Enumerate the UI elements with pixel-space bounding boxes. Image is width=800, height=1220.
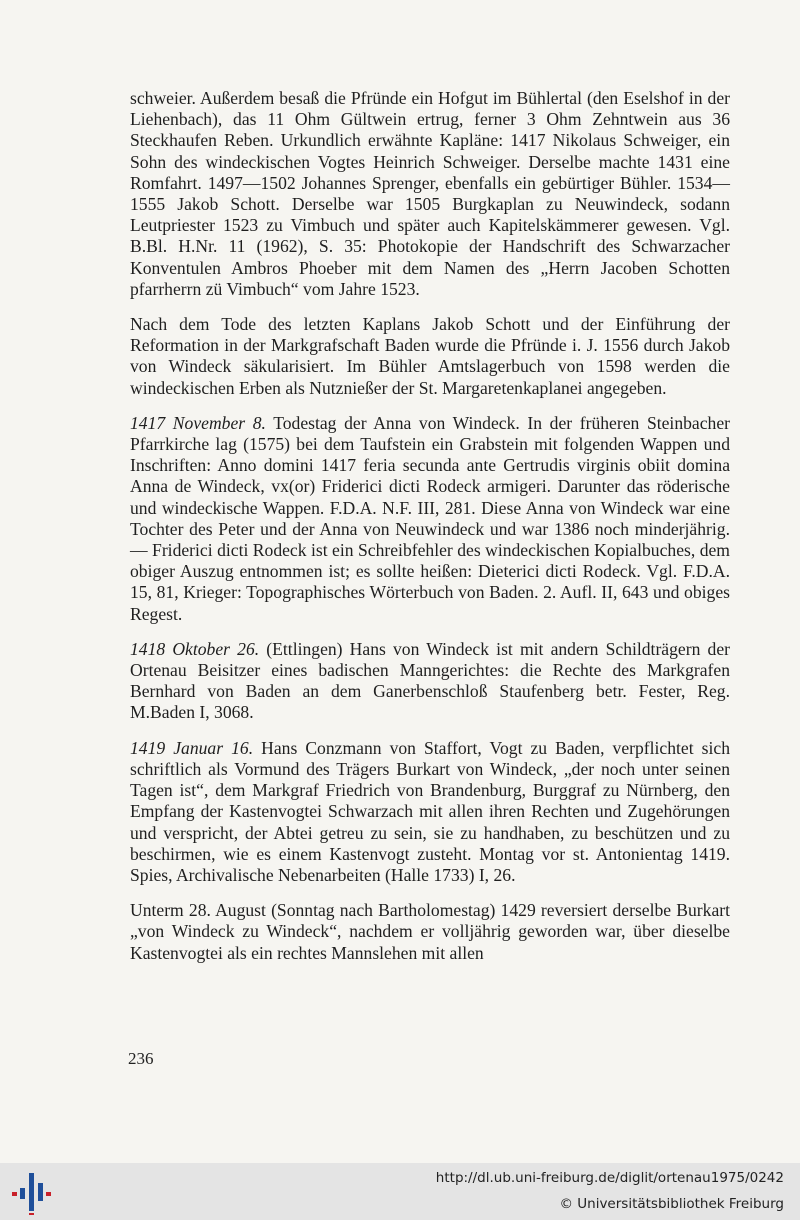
- paragraph-text: Nach dem Tode des letzten Kaplans Jakob Schott und der Einführung der Reformation in der Markgrafschaft Baden wurde die Pfründe i. J. 1556 durch Jakob von Windeck säkularisiert. Im Bühler Amtslagerbuch von 1598 werden die windeckischen Erben als Nutznießer der St. Margaretenkaplanei angegeben.: [130, 314, 730, 398]
- paragraph-text: Todestag der Anna von Windeck. In der früheren Steinbacher Pfarrkirche lag (1575) bei dem Taufstein ein Grabstein mit folgenden Wappen und Inschriften: Anno domini 1417 feria secunda ante Gertrudis virginis obiit domina Anna de Windeck, vx(or) Friderici dicti Rodeck armigeri. Darunter das röderische und windeckische Wappen. F.D.A. N.F. III, 281. Diese Anna von Windeck war eine Tochter des Peter und der Anna von Neuwindeck und war 1386 noch minderjährig. — Friderici dicti Rodeck ist ein Schreibfehler des windeckischen Kopialbuches, dem obiger Auszug entnommen ist; es sollte heißen: Dieterici dicti Rodeck. Vgl. F.D.A. 15, 81, Krieger: Topographisches Wörterbuch von Baden. 2. Aufl. II, 643 und obiges Regest.: [130, 412, 730, 624]
- entry-date: 1419 Januar 16.: [130, 737, 254, 758]
- entry-date: 1418 Oktober 26.: [130, 638, 260, 659]
- paragraph-text: schweier. Außerdem besaß die Pfründe ein Hofgut im Bühlertal (den Eselshof in der Liehenbach), das 11 Ohm Gültwein ertrug, ferner 3 Ohm Zehntwein aus 36 Steckhaufen Reben. Urkundlich erwähnte Kapläne: 1417 Nikolaus Schweiger, ein Sohn des windeckischen Vogtes Heinrich Schweiger. Derselbe machte 1431 eine Romfahrt. 1497—1502 Johannes Sprenger, ebenfalls ein gebürtiger Bühler. 1534—1555 Jakob Schott. Derselbe war 1505 Burgkaplan zu Neuwindeck, sodann Leutpriester 1523 zu Vimbuch und später auch Kapitelskämmerer gewesen. Vgl. B.Bl. H.Nr. 11 (1962), S. 35: Photokopie der Handschrift des Schwarzacher Konventulen Ambros Phoeber mit dem Namen des „Herrn Jacoben Schotten pfarrherrn zü Vimbuch“ vom Jahre 1523.: [130, 88, 730, 299]
- paragraph-text: Hans Conzmann von Staffort, Vogt zu Baden, verpflichtet sich schriftlich als Vormund des Trägers Burkart von Windeck, „der noch unter seinen Tagen ist“, dem Markgraf Friedrich von Brandenburg, Burggraf zu Nürnberg, den Empfang der Kastenvogtei Schwarzach mit allen ihren Rechten und Zugehörungen und verspricht, der Abtei getreu zu sein, sie zu handhaben, zu beschützen und zu beschirmen, wie es einem Kastenvogt zusteht. Montag vor st. Antonientag 1419. Spies, Archivalische Nebenarbeiten (Halle 1733) I, 26.: [130, 737, 730, 885]
- university-library-logo-icon: [10, 1169, 56, 1215]
- paragraph-4: [130, 639, 730, 724]
- permalink-link[interactable]: http://dl.ub.uni-freiburg.de/diglit/ortenau1975/0242: [435, 1170, 784, 1186]
- paragraph-6: [130, 900, 730, 964]
- permalink[interactable]: [436, 1170, 784, 1186]
- body-text: [130, 88, 730, 978]
- paragraph-2: [130, 314, 730, 399]
- paragraph-1: [130, 88, 730, 300]
- footer-bar: [0, 1163, 800, 1220]
- paragraph-text: (Ettlingen) Hans von Windeck ist mit andern Schildträgern der Ortenau Beisitzer eines badischen Manngerichtes: die Rechte des Markgrafen Bernhard von Baden an dem Ganerbenschloß Staufenberg betr. Fester, Reg. M.Baden I, 3068.: [130, 638, 730, 723]
- copyright-notice: © Universitätsbibliothek Freiburg: [559, 1196, 784, 1212]
- entry-date: 1417 November 8.: [130, 412, 266, 433]
- page-number: 236: [128, 1049, 154, 1068]
- paragraph-text: Unterm 28. August (Sonntag nach Bartholomestag) 1429 reversiert derselbe Burkart „von Windeck zu Windeck“, nachdem er volljährig geworden war, über dieselbe Kastenvogtei als ein rechtes Mannslehen mit allen: [130, 900, 730, 963]
- paragraph-3: [130, 413, 730, 625]
- paragraph-5: [130, 738, 730, 886]
